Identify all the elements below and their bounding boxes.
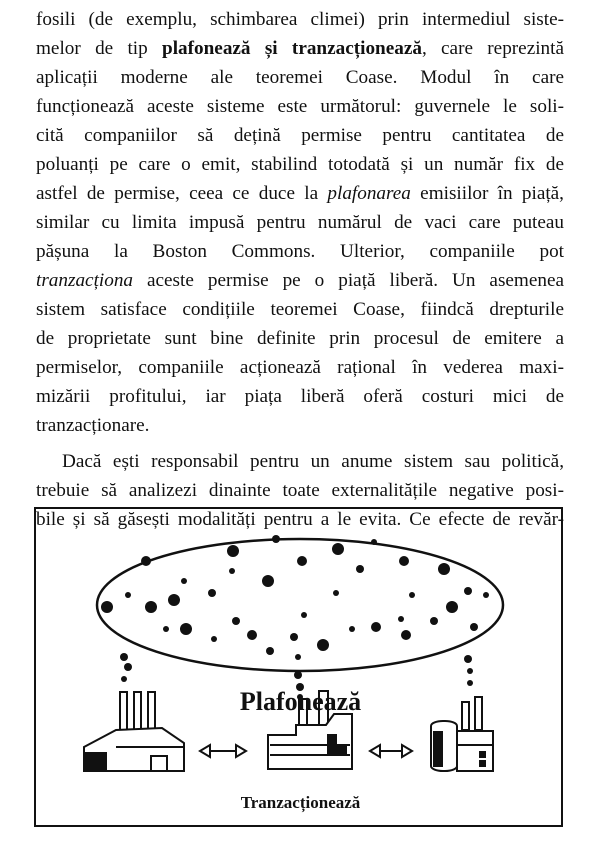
text-line <box>36 179 564 208</box>
text-span: aceste permise pe o piață liberă. Un asemenea <box>133 270 564 291</box>
text-span: tranzacționare. <box>36 415 150 436</box>
particle-dot <box>371 539 377 545</box>
particle-dot <box>399 556 409 566</box>
text-span: cită companiilor să dețină permise pentru cantitatea de <box>36 125 564 146</box>
particle-dot <box>356 565 364 573</box>
particle-dot <box>141 556 151 566</box>
particle-dot <box>125 592 131 598</box>
particle-dot <box>371 622 381 632</box>
particle-dot <box>438 563 450 575</box>
text-span: emisiilor în piață, <box>410 183 564 204</box>
text-span: mizării profitului, iar piața liberă oferă costuri mici de <box>36 386 564 407</box>
text-span: , care reprezintă <box>421 38 564 59</box>
particle-dot <box>163 626 169 632</box>
particle-dot <box>332 543 344 555</box>
text-line <box>36 295 564 324</box>
particle-dot <box>301 612 307 618</box>
smoke-dot <box>121 676 127 682</box>
smoke-dot <box>294 671 302 679</box>
particle-dot <box>333 590 339 596</box>
smoke-dot <box>120 653 128 661</box>
particle-dot <box>180 623 192 635</box>
particle-dot <box>168 594 180 606</box>
text-line <box>36 324 564 353</box>
text-line <box>36 476 564 505</box>
particle-dot <box>470 623 478 631</box>
particle-dot <box>401 630 411 640</box>
text-line <box>36 34 564 63</box>
cap-and-trade-illustration <box>34 507 563 827</box>
text-span: de proprietate sunt bine definite prin procesul de emitere a <box>36 328 564 349</box>
particle-dot <box>446 601 458 613</box>
smoke-dot <box>467 668 473 674</box>
text-span: similar cu limita impusă pentru numărul de vaci care puteau <box>36 212 564 233</box>
particle-dot <box>145 601 157 613</box>
text-span: poluanți pe care o emit, stabilind totodată și un număr fix de <box>36 154 564 175</box>
text-span: trebuie să analizezi dinainte toate externalitățile negative posi- <box>36 480 564 501</box>
smoke-dot <box>464 655 472 663</box>
text-span: fosili (de exemplu, schimbarea climei) prin intermediul siste- <box>36 9 564 30</box>
text-span: sistem satisface condițiile teoremei Coase, fiindcă drepturile <box>36 299 564 320</box>
smoke-dot <box>467 680 473 686</box>
particle-dot <box>297 556 307 566</box>
text-span: permiselor, companiile acționează rațional în vederea maxi- <box>36 357 564 378</box>
trade-label: Tranzacționează <box>240 793 361 812</box>
particle-dot <box>483 592 489 598</box>
particle-dot <box>229 568 235 574</box>
cap-label: Plafonează <box>239 687 362 716</box>
text-span: funcționează aceste sisteme este următorul: guvernele le soli- <box>36 96 564 117</box>
text-span: aplicații moderne ale teoremei Coase. Modul în care <box>36 67 564 88</box>
text-span: melor de tip <box>36 38 163 59</box>
particle-dot <box>272 535 280 543</box>
text-line <box>36 382 564 411</box>
text-line <box>36 63 564 92</box>
particle-dot <box>232 617 240 625</box>
text-span: astfel de permise, ceea ce duce la <box>36 183 328 204</box>
particle-dot <box>262 575 274 587</box>
particle-dot <box>211 636 217 642</box>
text-span: Dacă ești responsabil pentru un anume sistem sau politică, <box>62 451 564 472</box>
text-line <box>62 447 564 476</box>
text-span: bile și să găsești modalități pentru a le evita. Ce efecte de revăr- <box>36 509 564 530</box>
text-line <box>36 150 564 179</box>
text-line <box>36 208 564 237</box>
particle-dot <box>409 592 415 598</box>
particle-dot <box>398 616 404 622</box>
bold-text: plafonează și tranzacționează <box>162 38 422 59</box>
text-line <box>36 237 564 266</box>
italic-text: plafonarea <box>327 183 411 204</box>
particle-dot <box>464 587 472 595</box>
particle-dot <box>430 617 438 625</box>
particle-dot <box>227 545 239 557</box>
particle-dot <box>181 578 187 584</box>
particle-dot <box>247 630 257 640</box>
smoke-dot <box>124 663 132 671</box>
particle-dot <box>349 626 355 632</box>
italic-text: tranzacționa <box>36 270 134 291</box>
particle-dot <box>101 601 113 613</box>
particle-dot <box>295 654 301 660</box>
text-line <box>36 5 564 34</box>
particle-dot <box>266 647 274 655</box>
text-line <box>36 411 564 440</box>
trade-arrow-left-icon <box>200 745 246 757</box>
particle-dot <box>290 633 298 641</box>
particle-dot <box>317 639 329 651</box>
illustration-drawing <box>36 509 565 829</box>
text-line <box>36 266 564 295</box>
text-line <box>36 121 564 150</box>
particle-dot <box>208 589 216 597</box>
text-line <box>36 353 564 382</box>
text-span: pășuna la Boston Commons. Ulterior, companiile pot <box>36 241 564 262</box>
trade-arrow-right-icon <box>370 745 412 757</box>
text-line <box>36 92 564 121</box>
